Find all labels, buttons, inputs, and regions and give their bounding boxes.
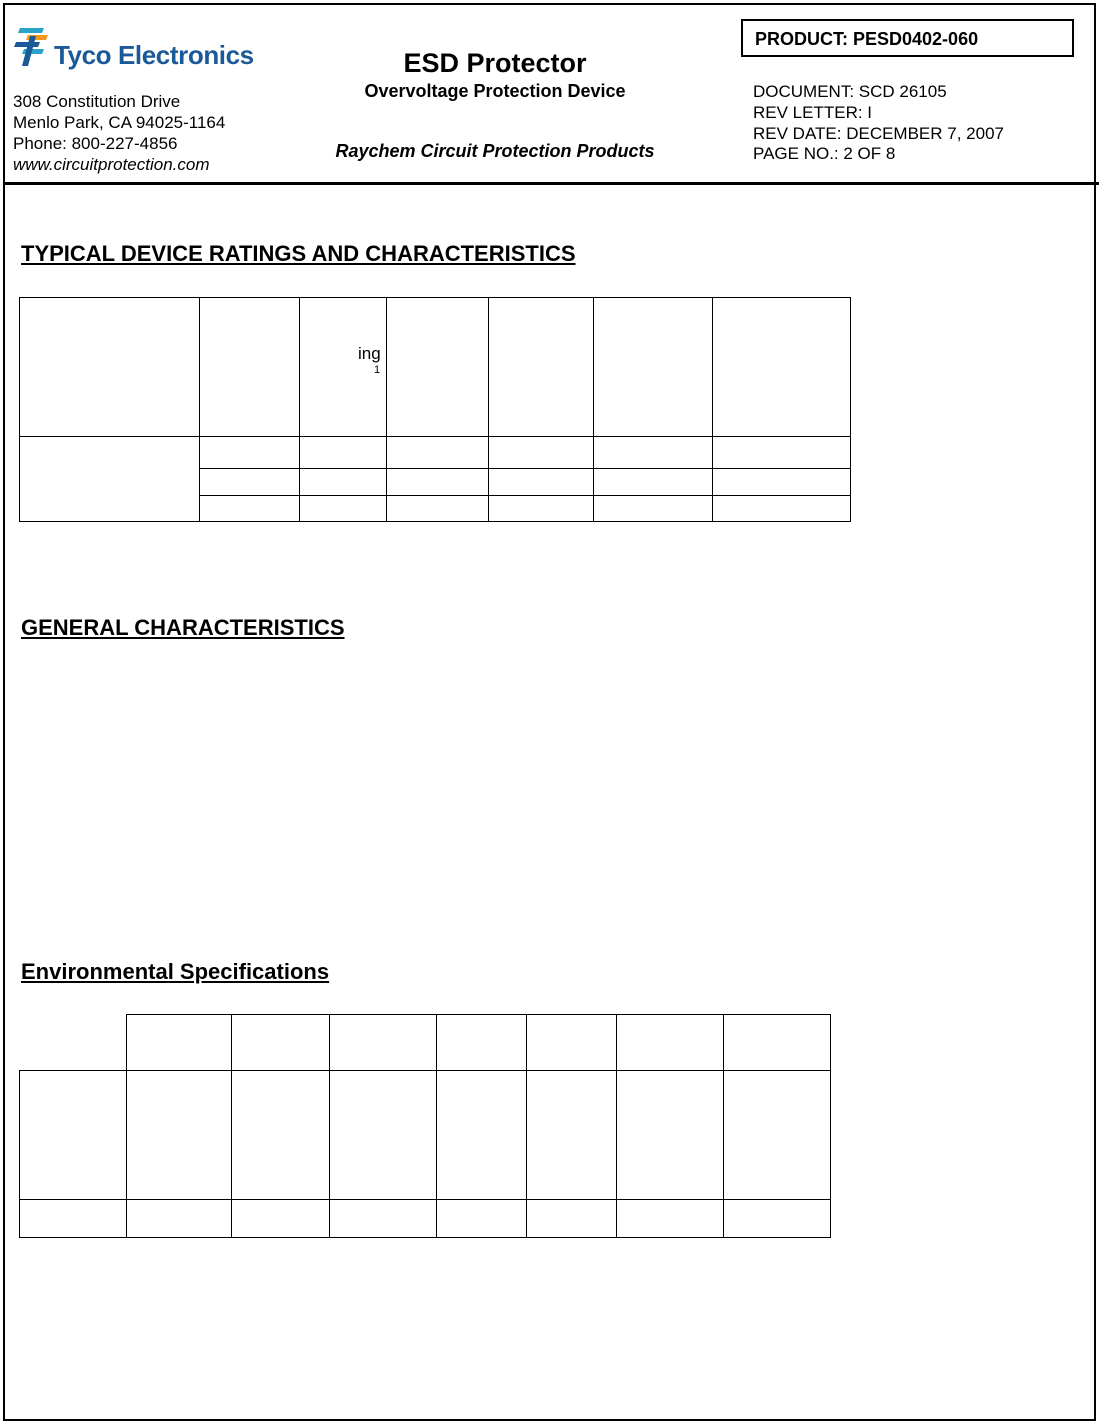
- rev-date: REV DATE: DECEMBER 7, 2007: [753, 124, 1004, 143]
- product-label: PRODUCT: PESD0402-060: [755, 29, 979, 49]
- document-title: ESD Protector: [403, 48, 587, 78]
- product-box: [741, 19, 1074, 57]
- table-footnote-marker: 1: [374, 364, 381, 376]
- address-website[interactable]: www.circuitprotection.com: [13, 155, 210, 174]
- table-text-fragment: ing: [358, 344, 381, 363]
- document-subtitle: Overvoltage Protection Device: [364, 81, 626, 101]
- company-logo: [14, 26, 259, 72]
- company-name: Tyco Electronics: [54, 40, 254, 70]
- address-city: Menlo Park, CA 94025-1164: [13, 113, 226, 132]
- page-border: [3, 3, 1096, 1421]
- rev-letter: REV LETTER: I: [753, 103, 873, 122]
- section-environmental-specs: Environmental Specifications: [21, 959, 330, 984]
- document-number: DOCUMENT: SCD 26105: [753, 82, 947, 101]
- section-typical-ratings: TYPICAL DEVICE RATINGS AND CHARACTERISTICS: [21, 241, 576, 266]
- tyco-logo-icon: [14, 26, 52, 70]
- division-name: Raychem Circuit Protection Products: [335, 141, 655, 161]
- page-number: PAGE NO.: 2 OF 8: [753, 144, 896, 163]
- section-general-characteristics: GENERAL CHARACTERISTICS: [21, 615, 345, 640]
- address-street: 308 Constitution Drive: [13, 92, 181, 111]
- header-divider: [3, 182, 1099, 185]
- address-phone: Phone: 800-227-4856: [13, 134, 178, 153]
